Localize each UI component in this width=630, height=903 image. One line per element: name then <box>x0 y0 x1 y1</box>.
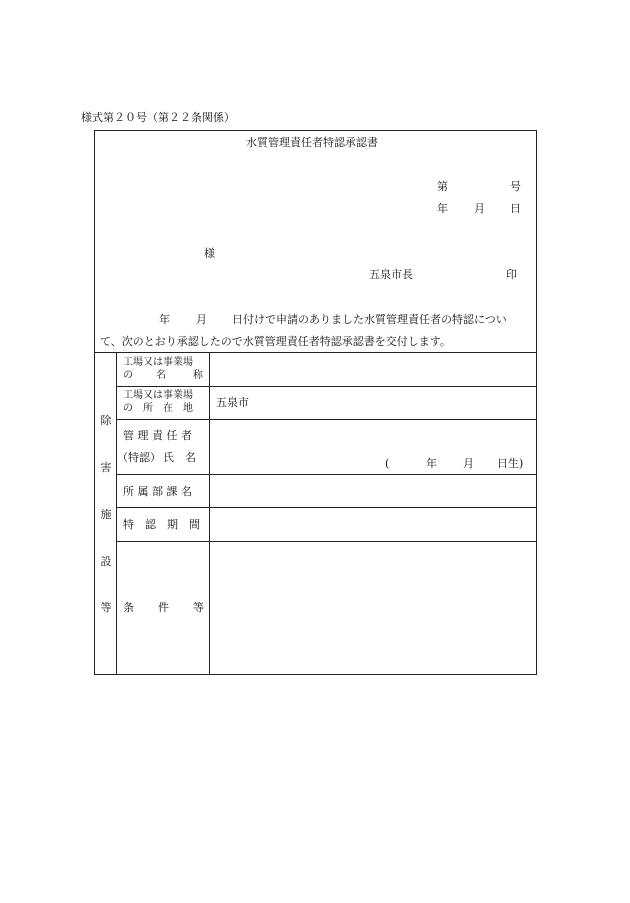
document-title: 水質管理責任者特認承認書 <box>246 136 378 149</box>
label-manager-name: 氏 名 <box>163 451 196 464</box>
issuer-name: 五泉市長 <box>369 268 413 281</box>
label-special-period: 特 認 期 間 <box>123 518 200 531</box>
divider-row3 <box>116 474 537 475</box>
birth-year: 年 <box>426 457 437 470</box>
addressee-suffix: 様 <box>204 247 215 260</box>
body-year: 年 <box>159 313 170 326</box>
body-month: 月 <box>196 313 207 326</box>
label-factory-location-line2: の 所 在 地 <box>123 403 193 414</box>
birth-day: 日生) <box>497 457 524 470</box>
label-conditions-jo: 条 <box>123 601 134 614</box>
divider-row1 <box>116 386 537 387</box>
date-month: 月 <box>474 202 485 215</box>
value-factory-location: 五泉市 <box>216 396 249 409</box>
label-factory-location-line1: 工場又は事業場 <box>123 390 193 401</box>
body-line2: て、次のとおり承認したので水質管理責任者特認承認書を交付します。 <box>100 335 451 348</box>
label-conditions-ken: 件 <box>158 601 169 614</box>
divider-row2 <box>116 419 537 420</box>
birth-month: 月 <box>463 457 474 470</box>
date-year: 年 <box>437 202 448 215</box>
side-label-char-1: 除 <box>100 414 112 427</box>
divider-row4 <box>116 507 537 508</box>
label-factory-name-line1: 工場又は事業場 <box>123 357 193 368</box>
label-factory-name-sho: 称 <box>193 370 203 381</box>
label-column-divider <box>209 352 210 675</box>
number-dai: 第 <box>437 180 448 193</box>
label-factory-name-na: 名 <box>156 370 166 381</box>
label-manager-tokunin: （特認） <box>117 451 161 464</box>
body-line1: 日付けで申請のありました水質管理責任者の特認につい <box>232 313 507 326</box>
side-label-char-3: 施 <box>100 508 112 521</box>
date-day: 日 <box>510 202 521 215</box>
divider-row5 <box>116 541 537 542</box>
label-factory-name-no: の <box>123 370 133 381</box>
label-conditions-to: 等 <box>193 601 204 614</box>
number-go: 号 <box>510 180 521 193</box>
side-label-char-5: 等 <box>100 601 112 614</box>
seal-mark: 印 <box>506 268 517 281</box>
form-number: 様式第２０号（第２２条関係） <box>81 111 235 124</box>
side-label-char-4: 設 <box>100 555 112 568</box>
side-label-char-2: 害 <box>100 461 112 474</box>
birth-open-paren: ( <box>385 457 390 470</box>
divider-body-table <box>94 352 537 353</box>
label-department: 所 属 部 課 名 <box>123 485 192 498</box>
label-manager-line1: 管 理 責 任 者 <box>123 429 192 442</box>
side-column-divider <box>116 352 117 675</box>
